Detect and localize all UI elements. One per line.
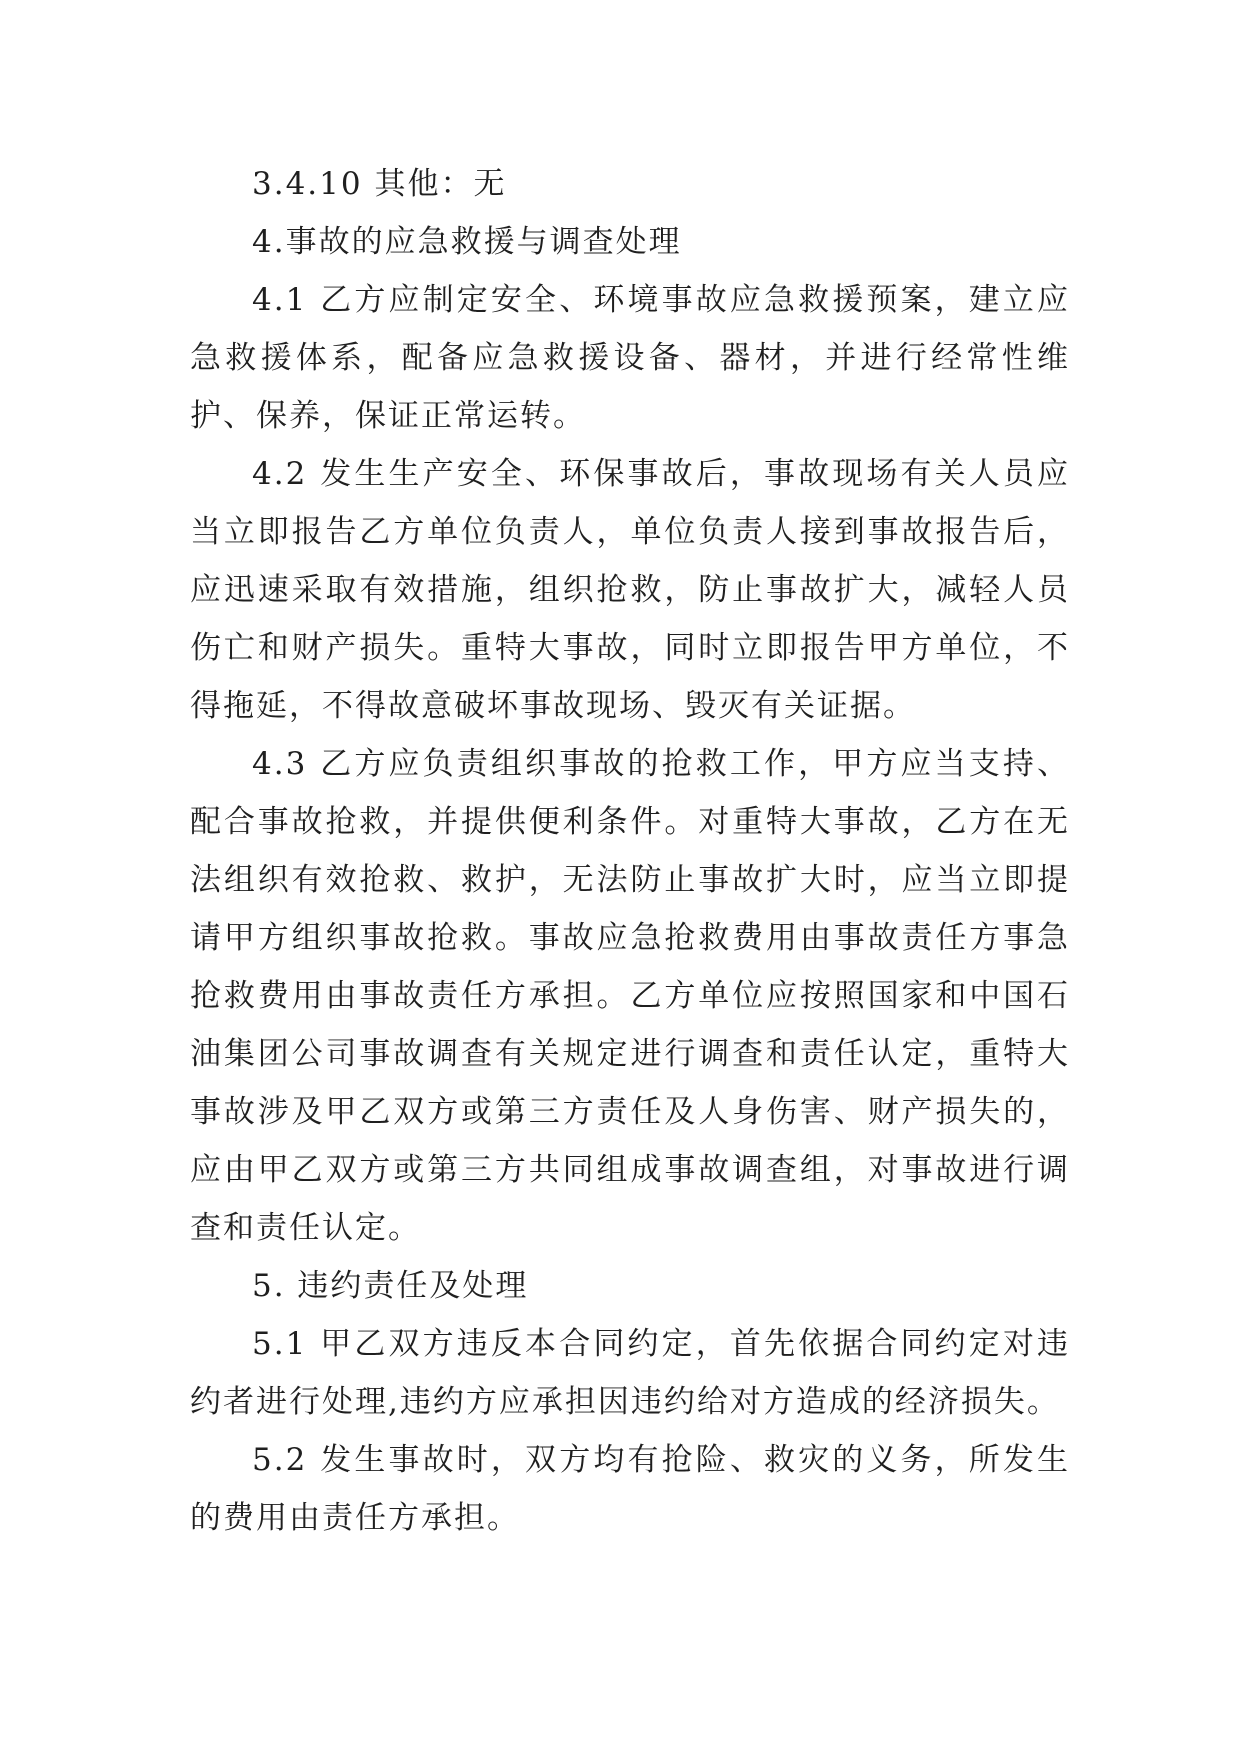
paragraph-4-3: 4.3 乙方应负责组织事故的抢救工作，甲方应当支持、配合事故抢救，并提供便利条件。对重特大事故，乙方在无法组织有效抢救、救护，无法防止事故扩大时，应当立即提请甲方组织事故抢救。事故应急抢救费用由事故责任方事急抢救费用由事故责任方承担。乙方单位应按照国家和中国石油集团公司事故调查有关规定进行调查和责任认定，重特大事故涉及甲乙双方或第三方责任及人身伤害、财产损失的，应由甲乙双方或第三方共同组成事故调查组，对事故进行调查和责任认定。	[190, 746, 1070, 1246]
paragraph-5-2: 5.2 发生事故时，双方均有抢险、救灾的义务，所发生的费用由责任方承担。	[190, 1442, 1070, 1536]
section-heading-4: 4.事故的应急救援与调查处理	[252, 224, 682, 260]
paragraph-4-2: 4.2 发生生产安全、环保事故后，事故现场有关人员应当立即报告乙方单位负责人，单位负责人接到事故报告后，应迅速采取有效措施，组织抢救，防止事故扩大，减轻人员伤亡和财产损失。重特大事故，同时立即报告甲方单位，不得拖延，不得故意破坏事故现场、毁灭有关证据。	[190, 456, 1070, 724]
paragraph-3-4-10: 3.4.10 其他：无	[252, 166, 507, 202]
paragraph-5-1: 5.1 甲乙双方违反本合同约定，首先依据合同约定对违约者进行处理,违约方应承担因违约给对方造成的经济损失。	[190, 1326, 1070, 1420]
paragraph-4-1: 4.1 乙方应制定安全、环境事故应急救援预案，建立应急救援体系，配备应急救援设备、器材，并进行经常性维护、保养，保证正常运转。	[190, 282, 1070, 434]
section-heading-5: 5. 违约责任及处理	[252, 1268, 529, 1304]
document-page	[190, 155, 1070, 1547]
